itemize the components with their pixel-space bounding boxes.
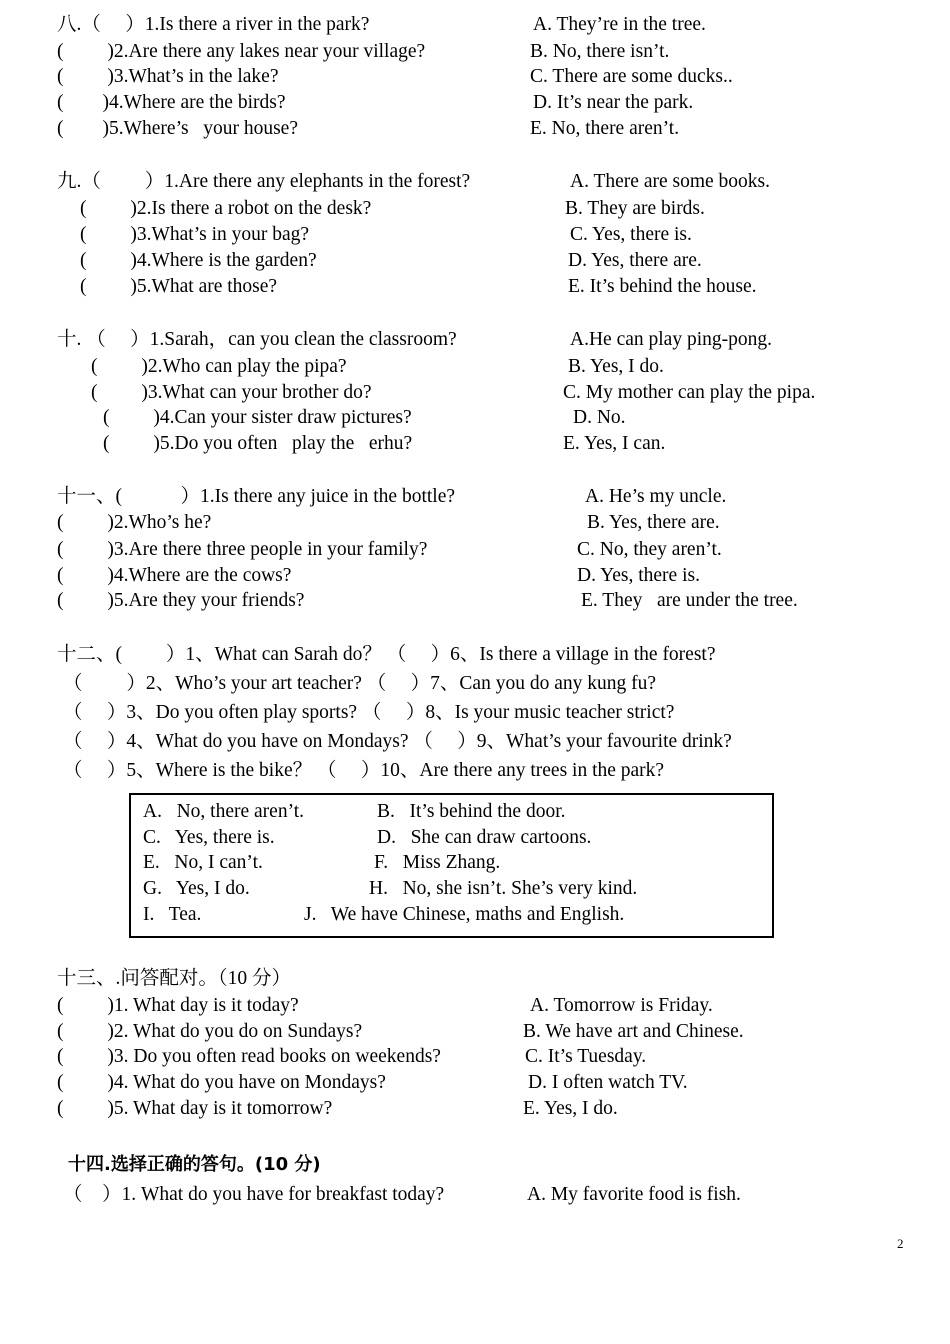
option-d: D. She can draw cartoons. [377, 827, 592, 848]
s10-question-1: 十. （ ）1.Sarah，can you clean the classroom? [57, 329, 457, 350]
s8-question-4: ( )4.Where are the birds? [57, 92, 286, 113]
s9-question-1: 九.（ ）1.Are there any elephants in the forest? [57, 171, 471, 192]
s8-question-3: ( )3.What’s in the lake? [57, 66, 279, 87]
s11-question-5: ( )5.Are they your friends? [57, 590, 305, 611]
s13-title: 十三、.问答配对。（10 分） [57, 968, 292, 989]
s8-answer-c: C. There are some ducks.. [530, 66, 733, 87]
s10-answer-b: B. Yes, I do. [568, 356, 664, 377]
s10-answer-c: C. My mother can play the pipa. [563, 382, 816, 403]
s8-question-5: ( )5.Where’s your house? [57, 118, 298, 139]
s9-answer-c: C. Yes, there is. [570, 224, 692, 245]
s8-answer-b: B. No, there isn’t. [530, 41, 670, 62]
s11-question-2: ( )2.Who’s he? [57, 512, 212, 533]
option-a: A. No, there aren’t. [143, 801, 304, 822]
s13-question-4: ( )4. What do you have on Mondays? [57, 1072, 386, 1093]
s11-question-4: ( )4.Where are the cows? [57, 565, 292, 586]
s9-question-3: ( )3.What’s in your bag? [80, 224, 310, 245]
s13-answer-e: E. Yes, I do. [523, 1098, 618, 1119]
s12-row-2: （ ）2、Who’s your art teacher? （ ）7、Can you do any kung fu? [63, 673, 656, 694]
s8-question-1: 八.（ ）1.Is there a river in the park? [57, 14, 370, 35]
s10-question-2: ( )2.Who can play the pipa? [91, 356, 347, 377]
s11-question-1: 十一、( ）1.Is there any juice in the bottle? [57, 486, 456, 507]
s8-question-2: ( )2.Are there any lakes near your village? [57, 41, 426, 62]
s11-answer-c: C. No, they aren’t. [577, 539, 722, 560]
s10-question-4: ( )4.Can your sister draw pictures? [103, 407, 412, 428]
s8-answer-e: E. No, there aren’t. [530, 118, 680, 139]
s13-question-3: ( )3. Do you often read books on weekends? [57, 1046, 441, 1067]
s9-question-2: ( )2.Is there a robot on the desk? [80, 198, 372, 219]
s13-question-5: ( )5. What day is it tomorrow? [57, 1098, 333, 1119]
s13-answer-b: B. We have art and Chinese. [523, 1021, 744, 1042]
s12-row-4: （ ）4、What do you have on Mondays? （ ）9、What’s your favourite drink? [63, 731, 732, 752]
s10-answer-d: D. No. [573, 407, 626, 428]
s13-answer-d: D. I often watch TV. [528, 1072, 688, 1093]
page-number: 2 [897, 1236, 904, 1251]
s11-answer-e: E. They are under the tree. [581, 590, 798, 611]
s10-question-3: ( )3.What can your brother do? [91, 382, 372, 403]
option-e: E. No, I can’t. [143, 852, 263, 873]
s9-question-4: ( )4.Where is the garden? [80, 250, 317, 271]
s9-answer-d: D. Yes, there are. [568, 250, 702, 271]
s12-row-3: （ ）3、Do you often play sports? （ ）8、Is your music teacher strict? [63, 702, 675, 723]
option-i: I. Tea. [143, 904, 202, 925]
s10-answer-a: A.He can play ping-pong. [570, 329, 772, 350]
s9-answer-b: B. They are birds. [565, 198, 705, 219]
option-h: H. No, she isn’t. She’s very kind. [369, 878, 638, 899]
option-f: F. Miss Zhang. [374, 852, 501, 873]
s13-answer-c: C. It’s Tuesday. [525, 1046, 647, 1067]
option-c: C. Yes, there is. [143, 827, 275, 848]
s12-row-5: （ ）5、Where is the bike？ （ ）10、Are there any trees in the park? [63, 760, 665, 781]
s14-question-1: （ ）1. What do you have for breakfast today? [63, 1184, 445, 1205]
s11-answer-b: B. Yes, there are. [587, 512, 720, 533]
s12-row-1: 十二、( ）1、What can Sarah do？ （ ）6、Is there a village in the forest? [57, 644, 716, 665]
option-j: J. We have Chinese, maths and English. [304, 904, 625, 925]
s9-answer-a: A. There are some books. [570, 171, 770, 192]
s13-answer-a: A. Tomorrow is Friday. [530, 995, 713, 1016]
s9-question-5: ( )5.What are those? [80, 276, 278, 297]
s14-title: 十四.选择正确的答句。(10 分) [68, 1154, 321, 1175]
s10-answer-e: E. Yes, I can. [563, 433, 666, 454]
s11-question-3: ( )3.Are there three people in your family? [57, 539, 428, 560]
s8-answer-d: D. It’s near the park. [533, 92, 694, 113]
s11-answer-d: D. Yes, there is. [577, 565, 700, 586]
option-g: G. Yes, I do. [143, 878, 250, 899]
option-b: B. It’s behind the door. [377, 801, 566, 822]
s13-question-1: ( )1. What day is it today? [57, 995, 299, 1016]
s9-answer-e: E. It’s behind the house. [568, 276, 757, 297]
s13-question-2: ( )2. What do you do on Sundays? [57, 1021, 363, 1042]
s11-answer-a: A. He’s my uncle. [585, 486, 727, 507]
s14-answer-a: A. My favorite food is fish. [527, 1184, 741, 1205]
s10-question-5: ( )5.Do you often play the erhu? [103, 433, 413, 454]
s8-answer-a: A. They’re in the tree. [533, 14, 706, 35]
